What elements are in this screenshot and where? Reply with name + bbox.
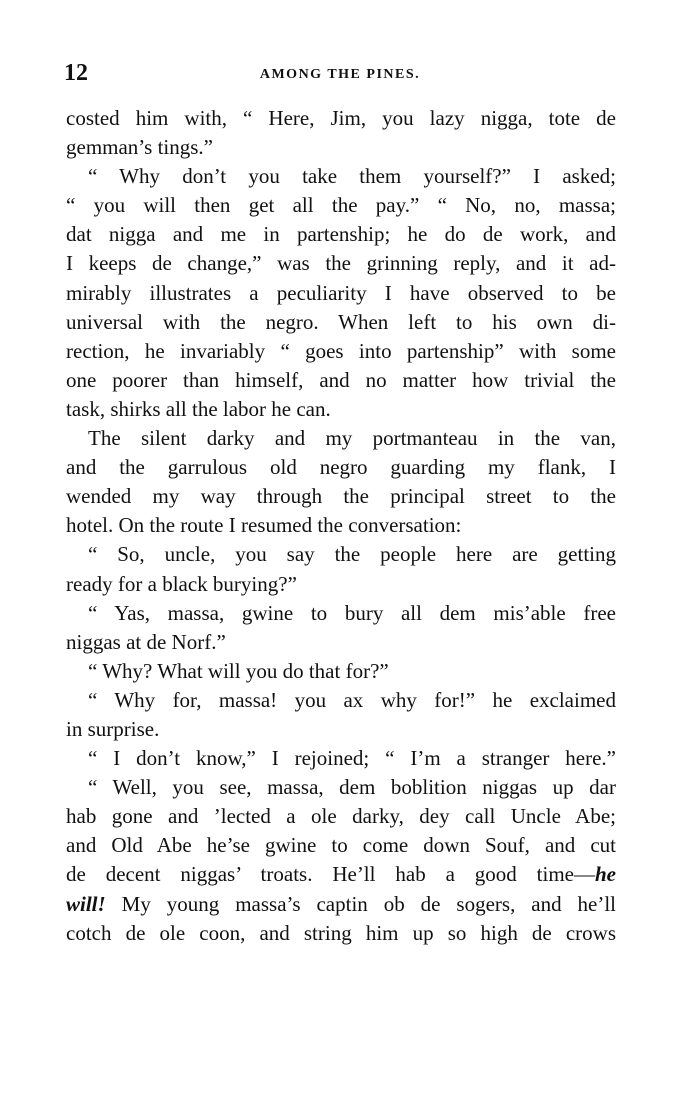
text-line: one poorer than himself, and no matter how trivial the — [66, 367, 616, 392]
text-line: costed him with, “ Here, Jim, you lazy nigga, tote de — [66, 106, 616, 130]
text-line: I keeps de change,” was the grinning reply, and it ad- — [66, 251, 616, 276]
text-line-segment: de decent niggas’ troats. He’ll hab a good time— — [66, 862, 595, 887]
text-line: “ Why? What will you do that for?” — [88, 658, 389, 683]
text-line: universal with the negro. When left to his own di- — [66, 309, 616, 334]
text-line: and the garrulous old negro guarding my flank, I — [66, 455, 616, 480]
text-line: dat nigga and me in partenship; he do de work, and — [66, 222, 616, 247]
text-line-segment: My young massa’s captin ob de sogers, and he’ll — [121, 891, 617, 916]
text-line: “ you will then get all the pay.” “ No, no, massa; — [66, 193, 616, 218]
italic-phrase: will! — [66, 891, 106, 916]
text-line: mirably illustrates a peculiarity I have observed to be — [66, 280, 616, 305]
page-number: 12 — [64, 60, 88, 86]
text-line: hab gone and ’lected a ole darky, dey call Uncle Abe; — [66, 804, 616, 829]
text-line: task, shirks all the labor he can. — [66, 396, 331, 421]
text-line: “ Why for, massa! you ax why for!” he exclaimed — [88, 687, 616, 712]
text-line: ready for a black burying?” — [66, 571, 297, 596]
body-text — [66, 104, 616, 948]
text-line: rection, he invariably “ goes into partenship” with some — [66, 338, 616, 363]
running-title: AMONG THE PINES. — [259, 67, 421, 82]
text-line-with-italic — [66, 890, 616, 919]
text-line: and Old Abe he’se gwine to come down Souf, and cut — [66, 833, 616, 858]
italic-phrase: he — [595, 862, 616, 887]
text-line: “ I don’t know,” I rejoined; “ I’m a stranger here.” — [88, 746, 616, 771]
text-line: niggas at de Norf.” — [66, 629, 226, 654]
text-line-with-italic — [66, 860, 616, 889]
text-line: hotel. On the route I resumed the conversation: — [66, 513, 462, 538]
text-line: “ So, uncle, you say the people here are getting — [88, 542, 616, 567]
text-line: wended my way through the principal street to the — [66, 484, 616, 509]
text-line: cotch de ole coon, and string him up so high de crows — [66, 920, 616, 945]
text-line: gemman’s tings.” — [66, 135, 213, 160]
text-line: “ Why don’t you take them yourself?” I asked; — [88, 164, 616, 189]
text-line: “ Well, you see, massa, dem boblition niggas up dar — [88, 775, 616, 800]
text-line: “ Yas, massa, gwine to bury all dem mis’able free — [88, 600, 616, 625]
text-line: in surprise. — [66, 716, 160, 741]
text-line: The silent darky and my portmanteau in the van, — [88, 426, 616, 451]
page-header — [64, 58, 616, 92]
